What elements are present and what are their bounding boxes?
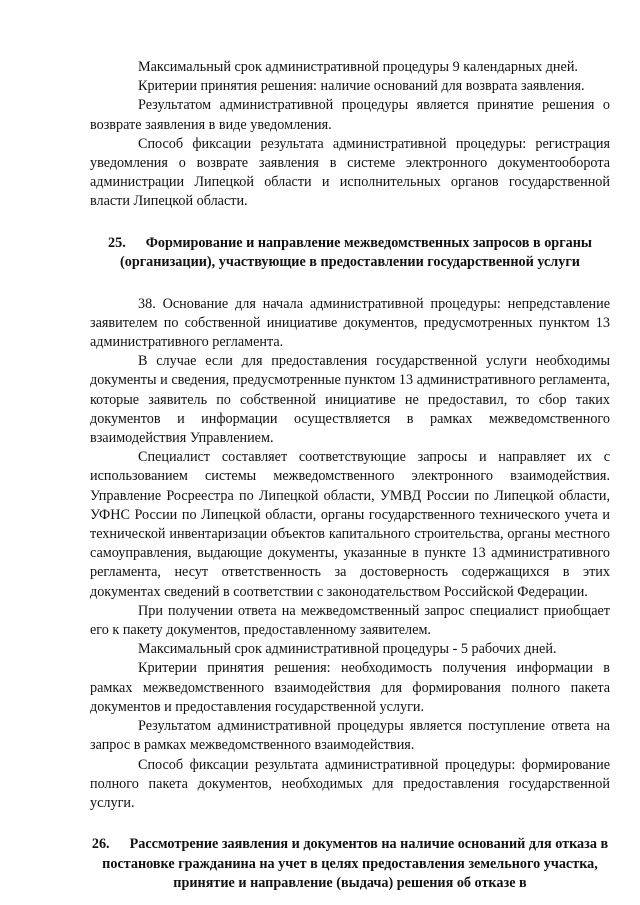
paragraph: Результатом административной процедуры является принятие решения о возврате заявления в виде уведомления. [90, 97, 610, 133]
paragraph: Способ фиксации результата административной процедуры: формирование полного пакета документов, необходимых для предоставления государственной услуги. [90, 756, 610, 811]
section-title: Формирование и направление межведомственных запросов в органы (организации), участвующие в предоставлении государственной услуги [120, 234, 592, 271]
paragraph: Критерии принятия решения: наличие оснований для возврата заявления. [138, 78, 585, 95]
section-number: 25. [108, 234, 126, 251]
paragraph: При получении ответа на межведомственный запрос специалист приобщает его к пакету документов, предоставленному заявителем. [90, 602, 610, 639]
section-title: Рассмотрение заявления и документов на наличие оснований для отказа в постановке гражданина на учет в целях предоставления земельного участка, принятие и направление (выдача) решения об отказе в [102, 836, 609, 892]
paragraph: Способ фиксации результата административной процедуры: регистрация уведомления о возврате заявления в системе электронного документооборота администрации Липецкой области и исполнительных органов государственной власти Липецкой области. [90, 135, 610, 210]
paragraph: Результатом административной процедуры является поступление ответа на запрос в рамках межведомственного взаимодействия. [90, 718, 610, 754]
paragraph: Критерии принятия решения: необходимость получения информации в рамках межведомственного взаимодействия для формирования полного пакета документов и предоставления государственной услуги. [90, 660, 610, 715]
paragraph-block-2 [90, 295, 610, 813]
section-heading-25 [90, 234, 610, 273]
paragraph: В случае если для предоставления государственной услуги необходимы документы и сведения, предусмотренные пунктом 13 административного регламента, которые заявитель по собственной инициативе не предоставил, то сбор таких документов и информации осуществляется в рамках межведомственного взаимодействия Управлением. [90, 353, 610, 447]
paragraph-block-1 [90, 58, 610, 212]
paragraph: Максимальный срок административной процедуры - 5 рабочих дней. [138, 641, 557, 658]
document-page [90, 58, 610, 894]
section-heading-26 [90, 835, 610, 894]
paragraph: 38. Основание для начала административной процедуры: непредставление заявителем по собственной инициативе документов, предусмотренных пунктом 13 административного регламента. [90, 295, 610, 351]
section-number: 26. [91, 836, 110, 853]
paragraph: Специалист составляет соответствующие запросы и направляет их с использованием системы межведомственного электронного взаимодействия. Управление Росреестра по Липецкой области, УМВД России по Липецкой области, УФНС России по Липецкой области, органы государственного технического учета и технической инвентаризации объектов капитального строительства, органы местного самоуправления, выдающие документы, указанные в пункте 13 административного регламента, несут ответственность за достоверность содержащихся в этих документах сведений в соответствии с законодательством Российской Федерации. [90, 449, 610, 600]
paragraph: Максимальный срок административной процедуры 9 календарных дней. [138, 59, 578, 75]
